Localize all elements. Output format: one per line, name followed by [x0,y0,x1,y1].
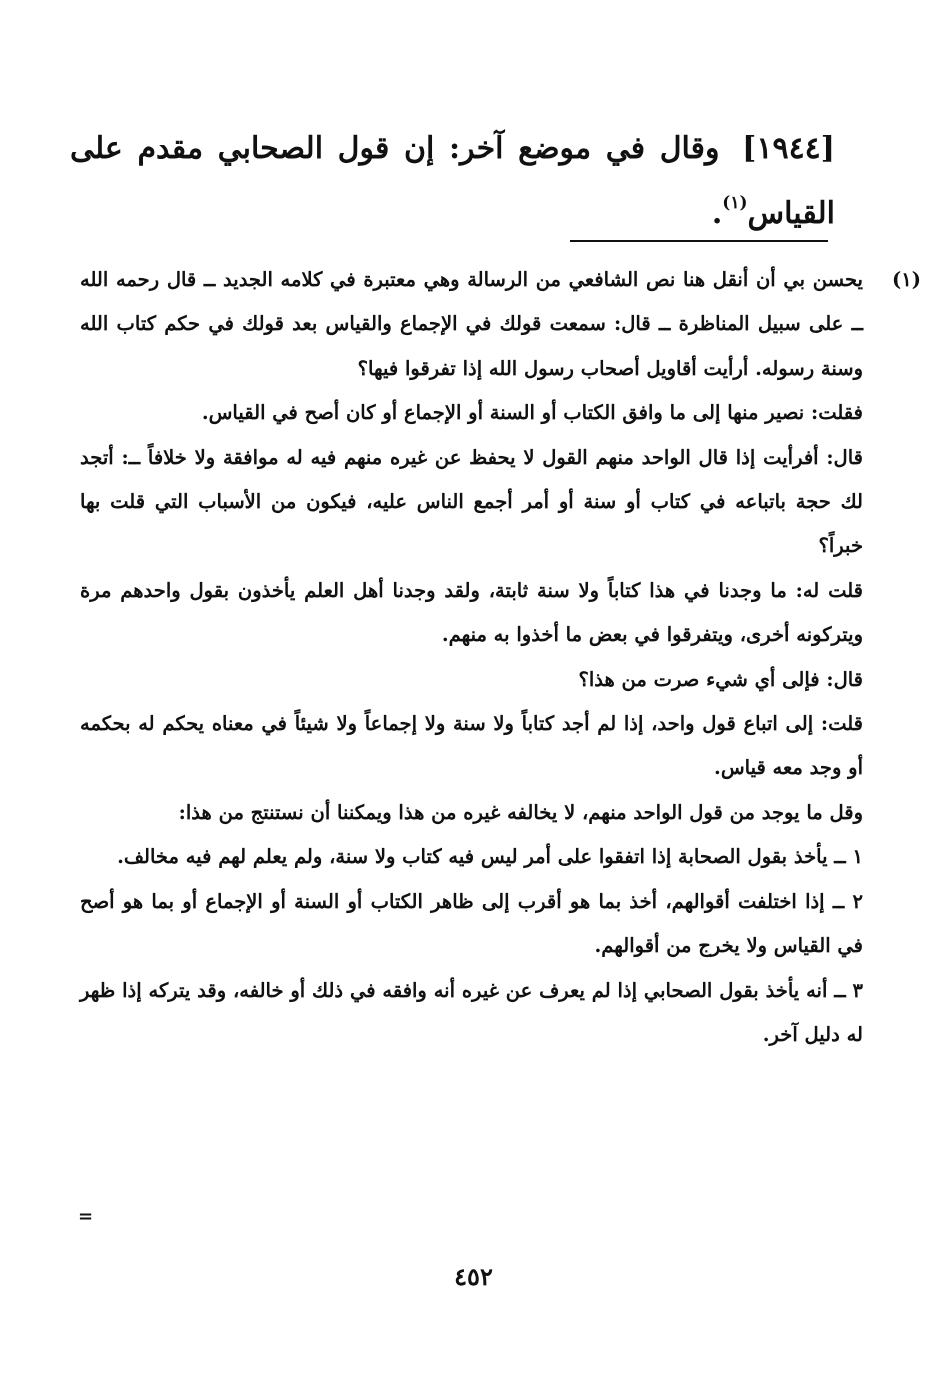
main-end-punctuation: . [711,196,723,231]
continuation-mark: = [78,1206,94,1227]
footnote-paragraph: قلت: إلى اتباع قول واحد، إذا لم أجد كتاباً ولا سنة ولا إجماعاً ولا شيئاً في معناه يحكم له بحكمه أو وجد معه قياس. [80,712,863,780]
footnote-list-item: ٣ ــ أنه يأخذ بقول الصحابي إذا لم يعرف عن غيره أنه وافقه في ذلك أو خالفه، وقد يتركه إذا ظهر له دليل آخر. [80,978,863,1046]
footnote-paragraph: فقلت: نصير منها إلى ما وافق الكتاب أو السنة أو الإجماع أو كان أصح في القياس. [201,401,863,425]
footnote-reference[interactable]: (١) [722,193,748,213]
footnote-list-item: ١ ــ يأخذ بقول الصحابة إذا اتفقوا على أمر ليس فيه كتاب ولا سنة، ولم يعلم لهم فيه مخالف. [117,845,863,869]
footnote-paragraph: قلت له: ما وجدنا في هذا كتاباً ولا سنة ثابتة، ولقد وجدنا أهل العلم يأخذون بقول واحدهم مرة ويتركونه أخرى، ويتفرقوا في بعض ما أخذوا به منهم. [80,578,863,647]
footnote-block [80,258,921,1057]
main-text: وقال في موضع آخر: إن قول الصحابي مقدم على القياس [70,131,835,231]
footnote-paragraph: قال: فإلى أي شيء صرت من هذا؟ [578,667,863,691]
footnote-list-item: ٢ ــ إذا اختلفت أقوالهم، أخذ بما هو أقرب إلى ظاهر الكتاب أو السنة أو الإجماع أو بما هو أصح في القياس ولا يخرج من أقوالهم. [80,889,863,958]
footnote-paragraph: قال: أفرأيت إذا قال الواحد منهم القول لا يحفظ عن غيره منهم فيه له موافقة ولا خلافاً ــ: أتجد لك حجة باتباعه في كتاب أو سنة أو أمر أجمع الناس عليه، فيكون من الأسباب التي قلت بها خبراً؟ [80,445,863,558]
page-number: ٤٥٢ [454,1262,493,1291]
entry-number: [١٩٤٤] [742,131,835,166]
main-paragraph [70,120,835,243]
footnote-paragraph: وقل ما يوجد من قول الواحد منهم، لا يخالفه غيره من هذا ويمكننا أن نستنتج من هذا: [178,800,863,824]
footnote-marker: (١) [892,268,921,291]
footnote-paragraph: يحسن بي أن أنقل هنا نص الشافعي من الرسالة وهي معتبرة في كلامه الجديد ــ قال رحمه الله ــ على سبيل المناظرة ــ قال: سمعت قولك في الإجماع والقياس بعد قولك في حكم كتاب الله وسنة رسوله. أرأيت أقاويل أصحاب رسول الله إذا تفرقوا فيها؟ [80,268,863,380]
footnote-separator [570,240,828,242]
